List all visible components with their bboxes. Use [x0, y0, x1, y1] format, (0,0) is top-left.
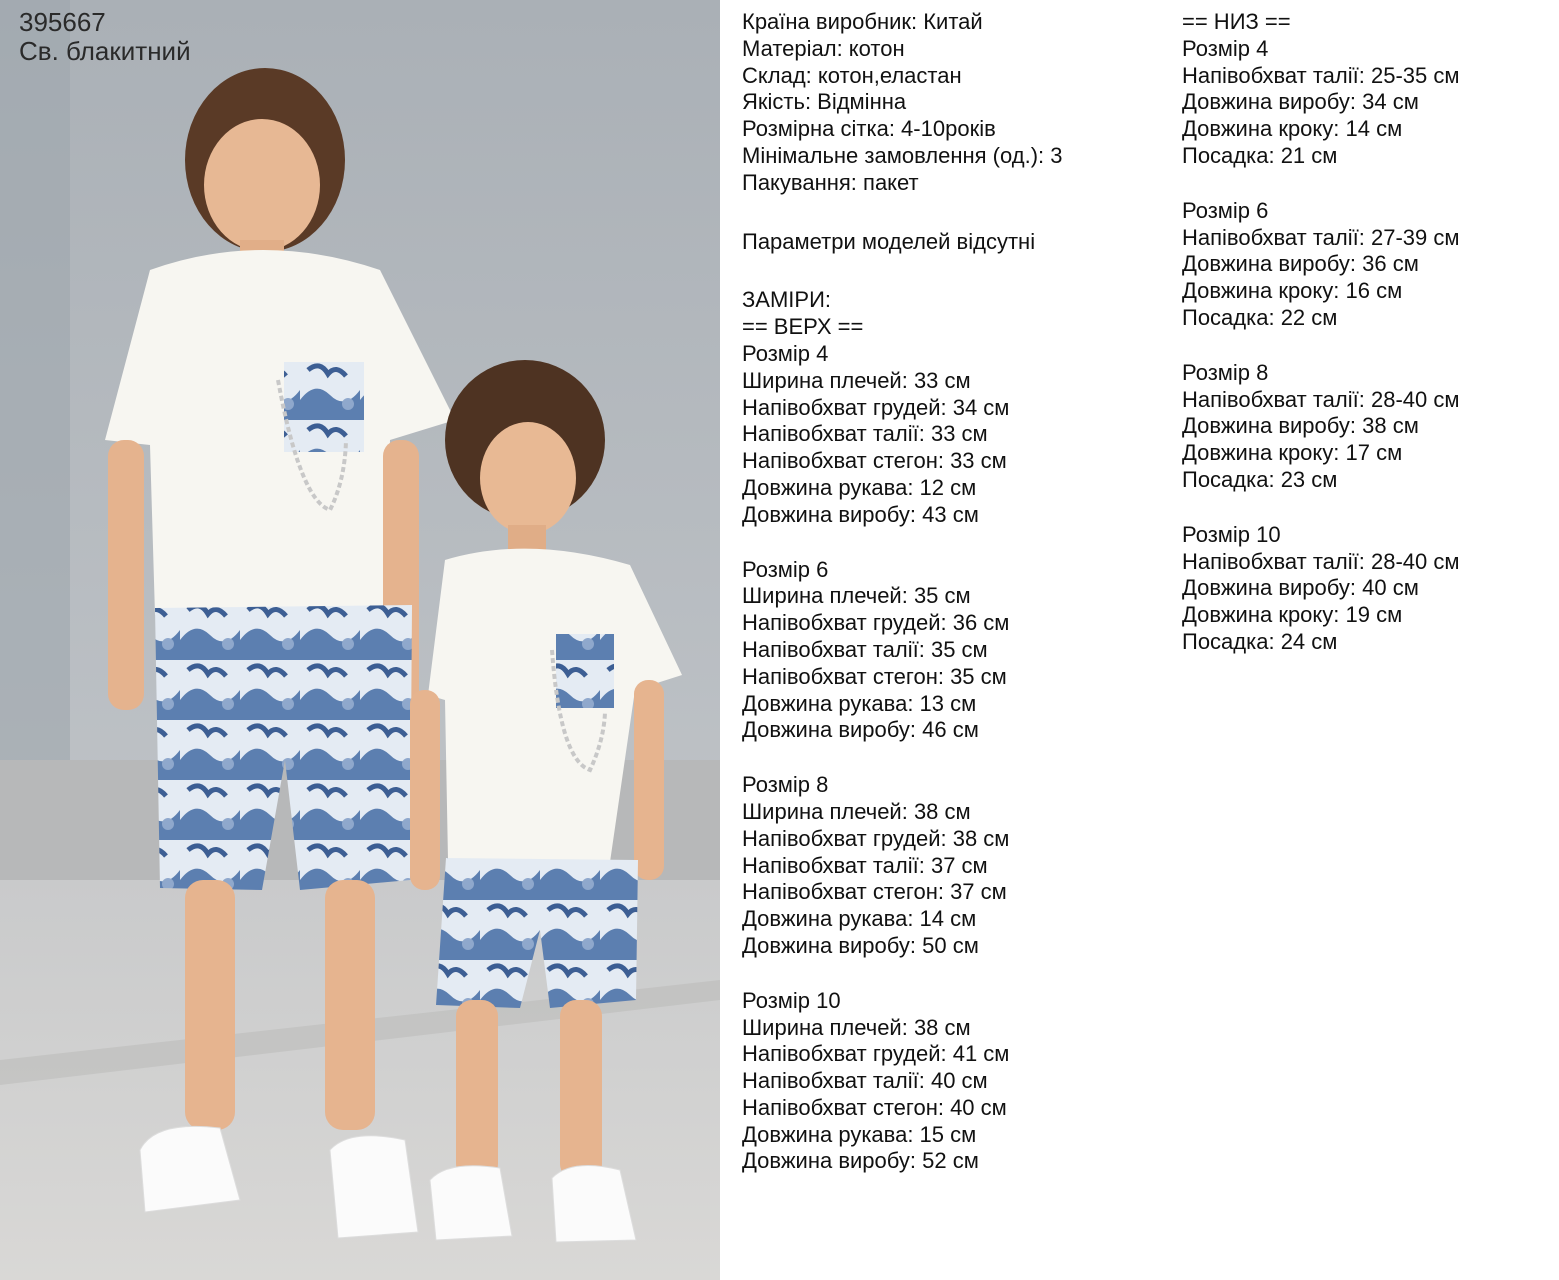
- bottom-size-block: [1182, 36, 1542, 170]
- top-size-block: [742, 988, 1162, 1176]
- measure-line: Напівобхват грудей: 41 см: [742, 1041, 1010, 1067]
- measure-line: Довжина кроку: 14 см: [1182, 116, 1403, 142]
- measure-line: Довжина виробу: 43 см: [742, 501, 979, 527]
- measure-line: Посадка: 21 см: [1182, 142, 1338, 168]
- measure-line: Ширина плечей: 38 см: [742, 798, 971, 824]
- bottom-size-block: [1182, 360, 1542, 494]
- measure-line: Напівобхват стегон: 35 см: [742, 663, 1007, 689]
- measure-line: Напівобхват талії: 33 см: [742, 421, 988, 447]
- measure-line: Напівобхват талії: 28-40 см: [1182, 548, 1460, 574]
- measure-line: Довжина виробу: 50 см: [742, 932, 979, 958]
- measure-line: Довжина виробу: 34 см: [1182, 89, 1419, 115]
- measure-line: Напівобхват грудей: 38 см: [742, 825, 1010, 851]
- size-title: Розмір 8: [742, 772, 829, 798]
- measure-line: Довжина виробу: 52 см: [742, 1148, 979, 1174]
- measure-line: Посадка: 22 см: [1182, 304, 1338, 330]
- measure-line: Напівобхват талії: 28-40 см: [1182, 386, 1460, 412]
- bottom-size-block: [1182, 522, 1542, 656]
- measure-line: Довжина кроку: 19 см: [1182, 602, 1403, 628]
- photo-caption: [19, 8, 191, 66]
- spec-line: Якість: Відмінна: [742, 89, 907, 115]
- measure-line: Напівобхват стегон: 40 см: [742, 1094, 1007, 1120]
- measure-line: Довжина кроку: 16 см: [1182, 278, 1403, 304]
- measure-line: Напівобхват талії: 37 см: [742, 852, 988, 878]
- bottom-size-block: [1182, 198, 1542, 332]
- measure-line: Напівобхват талії: 27-39 см: [1182, 224, 1460, 250]
- bottom-measurements-column: [1182, 9, 1542, 656]
- spec-line: Пакування: пакет: [742, 169, 919, 195]
- size-title: Розмір 6: [742, 556, 829, 582]
- spec-line: Країна виробник: Китай: [742, 9, 983, 34]
- measure-line: Довжина рукава: 14 см: [742, 906, 977, 932]
- article-number: 395667: [19, 7, 106, 37]
- measure-line: Довжина виробу: 46 см: [742, 717, 979, 743]
- measure-line: Ширина плечей: 38 см: [742, 1014, 971, 1040]
- size-title: Розмір 10: [1182, 521, 1281, 547]
- measure-line: Довжина виробу: 40 см: [1182, 575, 1419, 601]
- measure-line: Напівобхват талії: 35 см: [742, 636, 988, 662]
- measure-line: Довжина кроку: 17 см: [1182, 440, 1403, 466]
- size-title: Розмір 8: [1182, 359, 1269, 385]
- measure-line: Ширина плечей: 33 см: [742, 367, 971, 393]
- measure-line: Напівобхват грудей: 34 см: [742, 394, 1010, 420]
- product-specs: [742, 9, 1162, 197]
- size-title: Розмір 6: [1182, 197, 1269, 223]
- spec-line: Розмірна сітка: 4-10років: [742, 116, 996, 142]
- measure-line: Посадка: 24 см: [1182, 628, 1338, 654]
- measure-line: Ширина плечей: 35 см: [742, 583, 971, 609]
- measure-line: Довжина рукава: 13 см: [742, 690, 977, 716]
- measure-line: Довжина виробу: 36 см: [1182, 251, 1419, 277]
- measure-line: Напівобхват стегон: 37 см: [742, 879, 1007, 905]
- size-title: Розмір 10: [742, 987, 841, 1013]
- measure-line: Довжина рукава: 15 см: [742, 1121, 977, 1147]
- size-title: Розмір 4: [1182, 35, 1269, 61]
- spec-line: Мінімальне замовлення (од.): 3: [742, 142, 1063, 168]
- color-name: Св. блакитний: [19, 36, 191, 66]
- measure-line: Довжина рукава: 12 см: [742, 474, 977, 500]
- specs-column: [742, 9, 1162, 1175]
- measure-line: Посадка: 23 см: [1182, 466, 1338, 492]
- models-note: Параметри моделей відсутні: [742, 228, 1036, 254]
- size-title: Розмір 4: [742, 340, 829, 366]
- top-size-block: [742, 341, 1162, 529]
- measure-line: Напівобхват стегон: 33 см: [742, 448, 1007, 474]
- top-size-block: [742, 772, 1162, 960]
- measure-line: Напівобхват талії: 40 см: [742, 1068, 988, 1094]
- spec-line: Склад: котон,еластан: [742, 62, 962, 88]
- measure-line: Напівобхват грудей: 36 см: [742, 610, 1010, 636]
- bottom-heading: == НИЗ ==: [1182, 9, 1291, 34]
- product-photo: [0, 0, 720, 1280]
- measurements-heading: ЗАМІРИ:: [742, 287, 831, 313]
- top-heading: == ВЕРХ ==: [742, 314, 864, 340]
- product-photo-illustration: [0, 0, 720, 1280]
- top-size-block: [742, 557, 1162, 745]
- spec-line: Матеріал: котон: [742, 35, 905, 61]
- measure-line: Напівобхват талії: 25-35 см: [1182, 62, 1460, 88]
- measure-line: Довжина виробу: 38 см: [1182, 413, 1419, 439]
